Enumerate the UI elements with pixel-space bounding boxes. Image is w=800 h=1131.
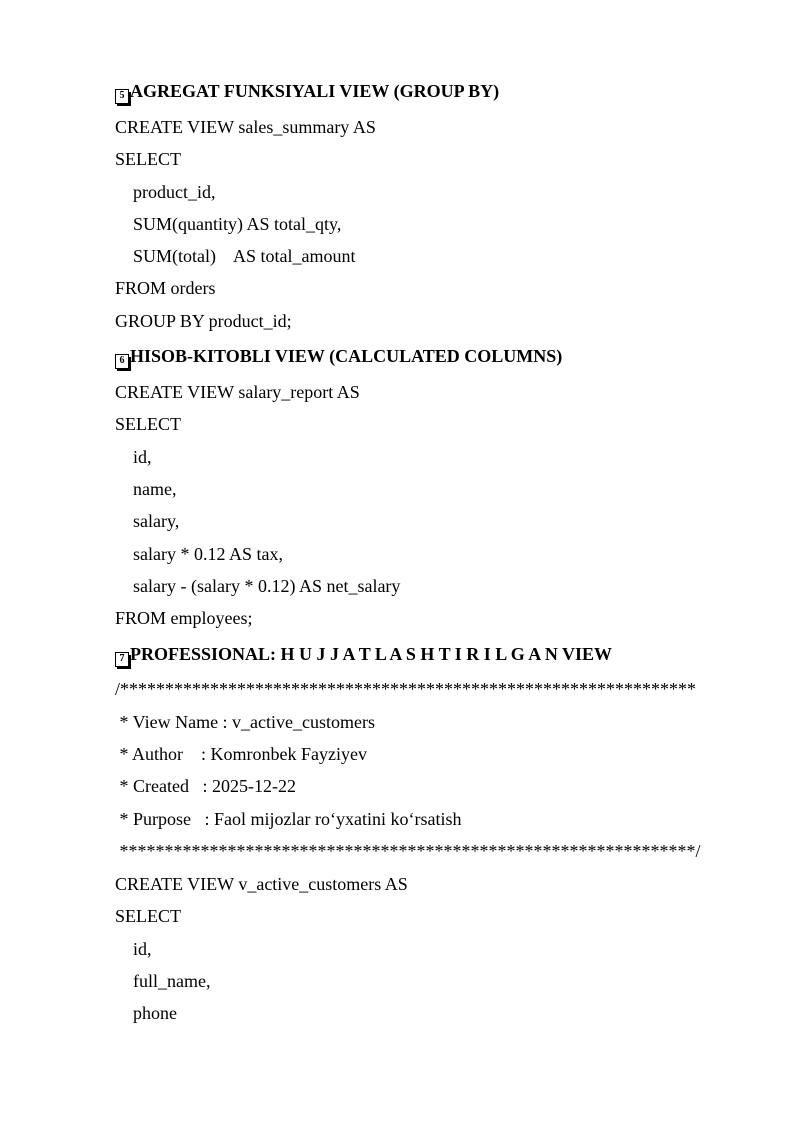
code-line: id, [133,939,152,959]
comment-line: /**************************************************************** [115,679,697,699]
code-line: SELECT [115,906,181,926]
code-line: FROM orders [115,278,216,298]
section-heading-5 [115,80,499,104]
code-line: FROM employees; [115,608,253,628]
code-line: SELECT [115,414,181,434]
code-line: CREATE VIEW v_active_customers AS [115,874,408,894]
code-line: SUM(total) AS total_amount [133,246,356,266]
section-title: AGREGAT FUNKSIYALI VIEW (GROUP BY) [130,81,500,101]
section-heading-6 [115,345,562,369]
number-badge-icon: 5 [115,89,129,104]
code-line: salary * 0.12 AS tax, [133,544,283,564]
number-badge-icon: 7 [115,652,129,667]
code-line: SELECT [115,149,181,169]
comment-line: * Created : 2025-12-22 [115,776,296,796]
section-heading-7 [115,643,612,667]
code-line: salary - (salary * 0.12) AS net_salary [133,576,401,596]
comment-line: * View Name : v_active_customers [115,712,376,732]
section-title: HISOB-KITOBLI VIEW (CALCULATED COLUMNS) [130,346,563,366]
code-line: id, [133,447,152,467]
code-line: product_id, [133,182,216,202]
code-line: full_name, [133,971,211,991]
code-line: GROUP BY product_id; [115,311,292,331]
code-line: SUM(quantity) AS total_qty, [133,214,342,234]
section-title: PROFESSIONAL: H U J J A T L A S H T I R I L G A N VIEW [130,644,613,664]
code-line: phone [133,1003,177,1023]
code-line: salary, [133,511,180,531]
code-line: CREATE VIEW sales_summary AS [115,117,376,137]
code-line: CREATE VIEW salary_report AS [115,382,360,402]
comment-line: ****************************************************************/ [115,841,701,861]
number-badge-icon: 6 [115,354,129,369]
comment-line: * Author : Komronbek Fayziyev [115,744,367,764]
comment-line: * Purpose : Faol mijozlar ro‘yxatini ko‘rsatish [115,809,462,829]
code-line: name, [133,479,177,499]
